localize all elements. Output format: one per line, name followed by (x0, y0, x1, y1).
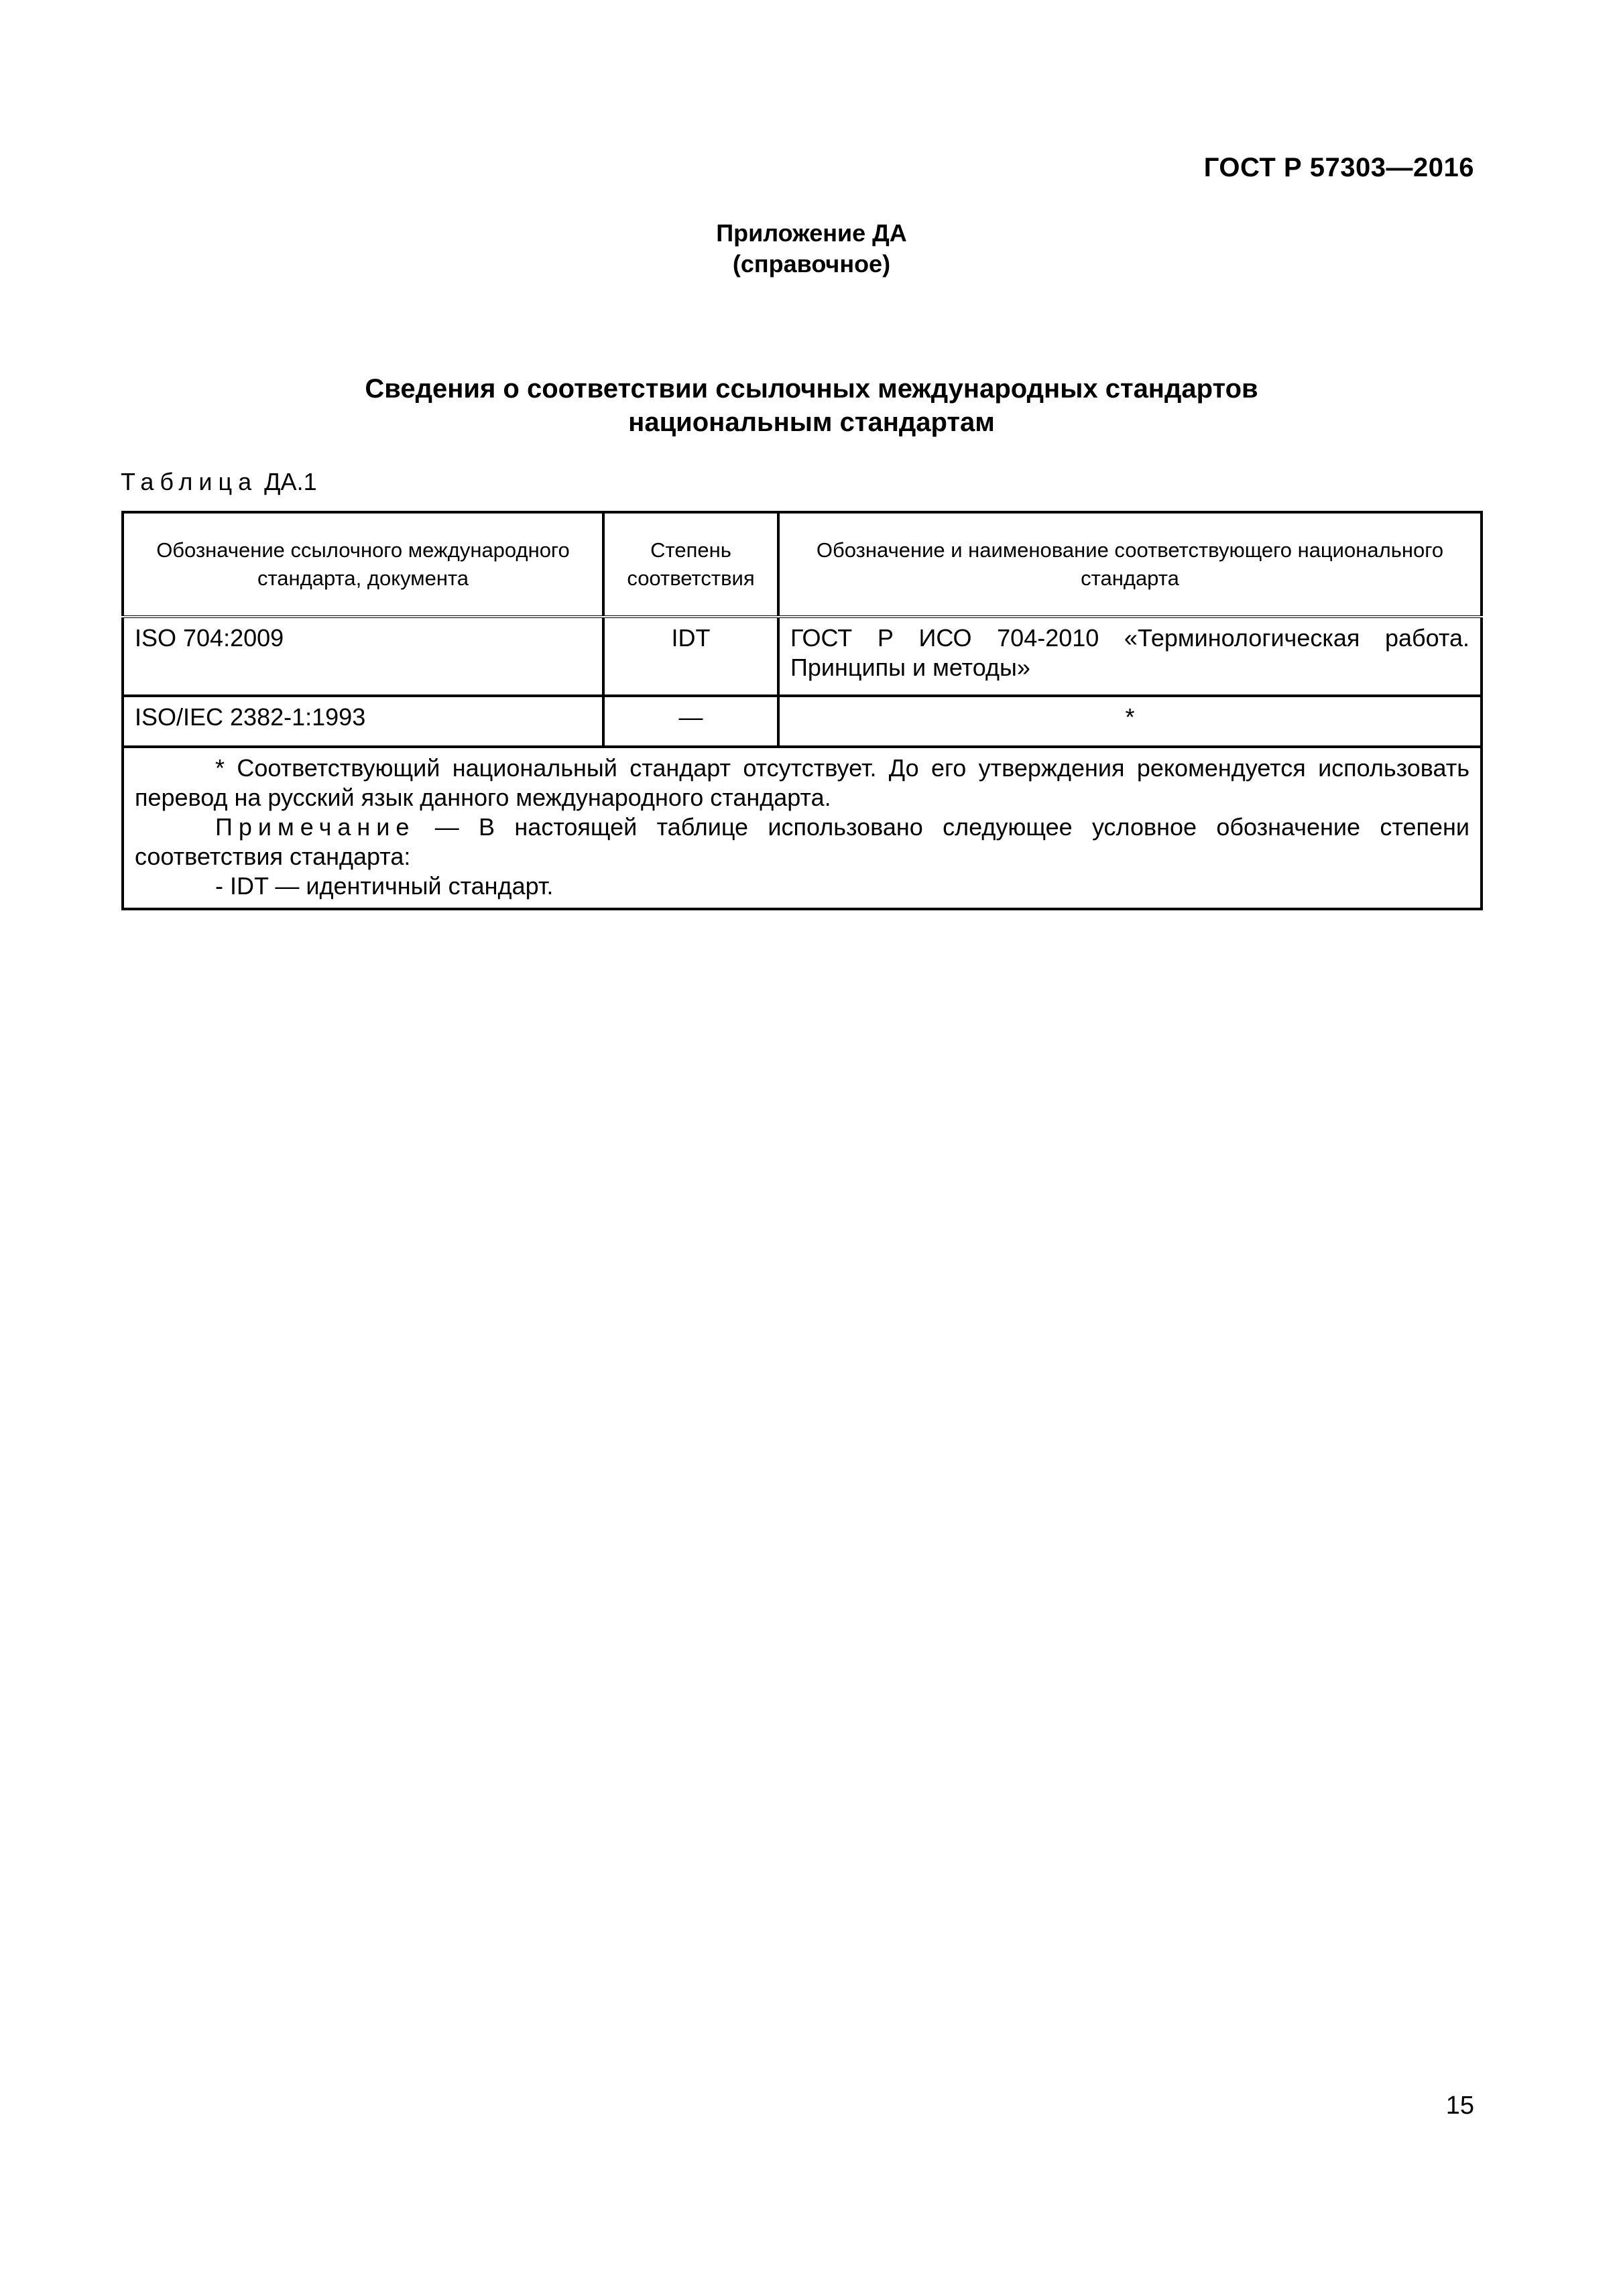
table-header-row (123, 512, 1482, 617)
document-code: ГОСТ Р 57303—2016 (1203, 153, 1474, 182)
header-international-standard: Обозначение ссылочного международного стандарта, документа (123, 512, 603, 617)
header-degree-of-correspondence: Степень соответствия (603, 512, 778, 617)
cell-national-standard: * (778, 696, 1482, 747)
table-notes (123, 747, 1482, 909)
cell-international-standard: ISO 704:2009 (123, 617, 603, 696)
table-row (123, 696, 1482, 747)
section-title-line-2: национальным стандартам (628, 408, 995, 437)
table-caption (121, 468, 317, 496)
table-footnote: * Соответствующий национальный стандарт отсутствует. До его утверждения рекомендуется использовать перевод на русский язык данного международного стандарта. (135, 754, 1469, 811)
section-title-line-1: Сведения о соответствии ссылочных международных стандартов (365, 374, 1258, 404)
table-row (123, 617, 1482, 696)
note-list-item: - IDT — идентичный стандарт. (215, 872, 554, 900)
note-text: — В настоящей таблице использовано следующее условное обозначение степени соответствия стандарта: (135, 813, 1469, 870)
note-label: Примечание (215, 813, 416, 841)
section-title (0, 372, 1623, 439)
table-caption-word: Таблица (121, 468, 258, 495)
table-caption-number: ДА.1 (264, 468, 317, 495)
cell-degree: — (603, 696, 778, 747)
header-national-standard: Обозначение и наименование соответствующего национального стандарта (778, 512, 1482, 617)
cell-national-standard: ГОСТ Р ИСО 704-2010 «Терминологическая работа. Принципы и методы» (778, 617, 1482, 696)
appendix-title: Приложение ДА (716, 219, 907, 247)
page-number: 15 (1445, 2092, 1474, 2120)
table-note (135, 812, 1469, 871)
cell-degree: IDT (603, 617, 778, 696)
appendix-kind: (справочное) (732, 250, 891, 278)
correspondence-table (121, 511, 1483, 910)
appendix-heading (0, 218, 1623, 280)
cell-international-standard: ISO/IEC 2382-1:1993 (123, 696, 603, 747)
table-notes-row (123, 747, 1482, 909)
